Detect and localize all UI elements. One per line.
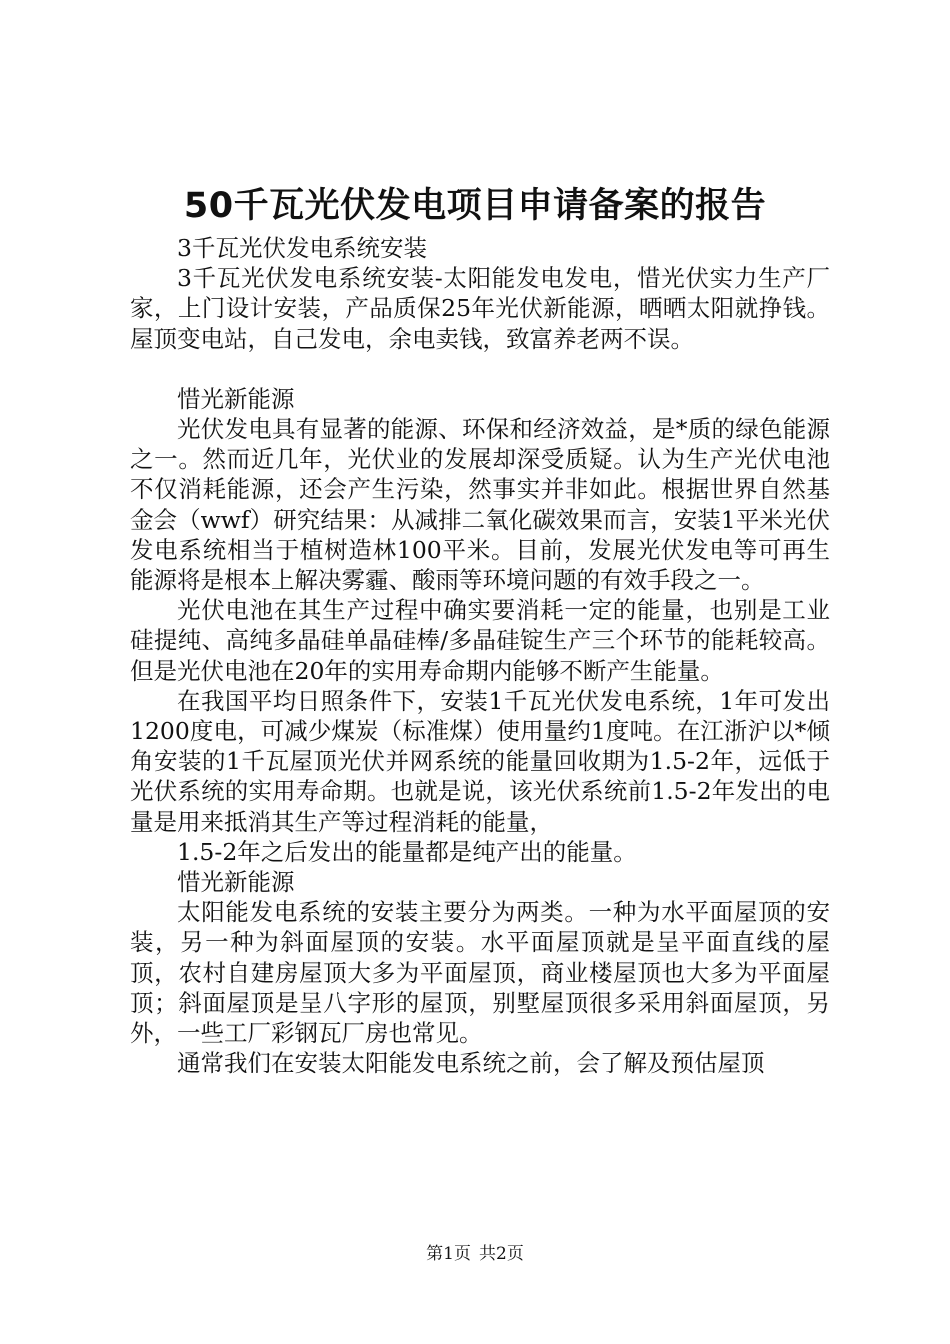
document-body xyxy=(130,233,830,1078)
subheading-xiguang-2: 惜光新能源 xyxy=(177,868,295,897)
subheading-3kw-install: 3千瓦光伏发电系统安装 xyxy=(177,234,427,262)
paragraph-payback: 在我国平均日照条件下，安装1千瓦光伏发电系统，1年可发出1200度电，可减少煤炭（标准煤）使用量约1度吨。在江浙沪以*倾角安装的1千瓦屋顶光伏并网系统的能量回收期为1.5-2年，远低于光伏系统的实用寿命期。也就是说，该光伏系统前1.5-2年发出的电量是用来抵消其生产等过程消耗的能量， xyxy=(130,686,830,836)
page-number-total: 共2页 xyxy=(479,1244,524,1264)
page-footer xyxy=(0,1243,950,1265)
paragraph-install-types: 太阳能发电系统的安装主要分为两类。一种为水平面屋顶的安装，另一种为斜面屋顶的安装。水平面屋顶就是呈平面直线的屋顶，农村自建房屋顶大多为平面屋顶，商业楼屋顶也大多为平面屋顶；斜面屋顶是呈八字形的屋顶，别墅屋顶很多采用斜面屋顶，另外，一些工厂彩钢瓦厂房也常见。 xyxy=(130,898,830,1048)
subheading-xiguang: 惜光新能源 xyxy=(177,384,295,413)
page-number-current: 第1页 xyxy=(426,1244,471,1264)
paragraph-roof-assessment: 通常我们在安装太阳能发电系统之前，会了解及预估屋顶 xyxy=(177,1049,765,1078)
paragraph-benefits: 光伏发电具有显著的能源、环保和经济效益，是*质的绿色能源之一。然而近几年，光伏业的发展却深受质疑。认为生产光伏电池不仅消耗能源，还会产生污染，然事实并非如此。根据世界自然基金会（wwf）研究结果：从减排二氧化碳效果而言，安装1平米光伏发电系统相当于植树造林100平米。目前，发展光伏发电等可再生能源将是根本上解决雾霾、酸雨等环境问题的有效手段之一。 xyxy=(130,415,830,595)
paragraph-intro: 3千瓦光伏发电系统安装-太阳能发电发电，惜光伏实力生产厂家，上门设计安装，产品质保25年光伏新能源，晒晒太阳就挣钱。屋顶变电站，自己发电，余电卖钱，致富养老两不误。 xyxy=(130,264,830,353)
paragraph-gap xyxy=(130,354,830,384)
paragraph-production-energy: 光伏电池在其生产过程中确实要消耗一定的能量，也别是工业硅提纯、高纯多晶硅单晶硅棒/多晶硅锭生产三个环节的能耗较高。但是光伏电池在20年的实用寿命期内能够不断产生能量。 xyxy=(130,596,830,685)
paragraph-net-output: 1.5-2年之后发出的能量都是纯产出的能量。 xyxy=(177,837,637,866)
document-title: 50千瓦光伏发电项目申请备案的报告 xyxy=(183,186,767,226)
